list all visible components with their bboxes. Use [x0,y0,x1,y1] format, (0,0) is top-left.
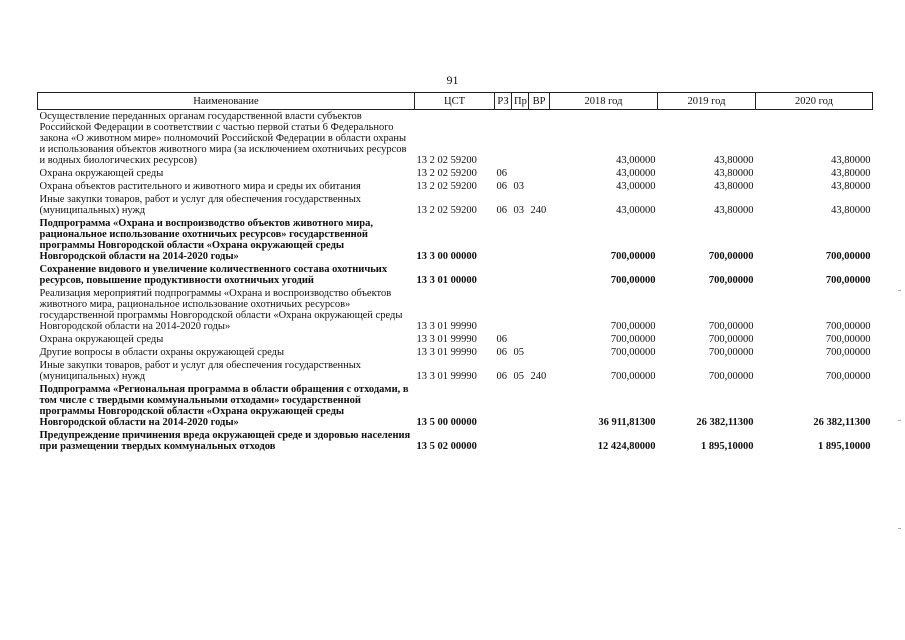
table-row [38,383,873,429]
row-vr [529,383,550,429]
row-2019: 700,00000 [708,275,754,286]
row-rz: 06 [496,181,507,192]
row-name: Подпрограмма «Охрана и воспроизводство объектов животного мира, рациональное использование охотничьих ресурсов» государственной программы Новгородской области «Охрана окружающей среды Новгородской области на 2014-2020 годы» [39,218,373,262]
row-rz: 06 [496,347,507,358]
table-row [38,180,873,193]
header-name: Наименование [38,93,415,110]
row-pr: 03 [513,205,524,216]
table-row [38,110,873,168]
row-2018: 43,00000 [616,181,656,192]
scan-mark [898,290,901,291]
row-vr [529,346,550,359]
row-2020: 700,00000 [825,334,871,345]
row-2020: 43,80000 [831,155,871,166]
header-vr: ВР [529,93,550,110]
table-row [38,193,873,217]
row-2020: 43,80000 [831,168,871,179]
row-cst: 13 5 02 00000 [416,441,477,452]
row-vr: 240 [530,205,547,216]
row-2019: 43,80000 [714,181,754,192]
row-2018: 36 911,81300 [598,417,656,428]
row-2019: 43,80000 [714,205,754,216]
row-2018: 700,00000 [610,347,656,358]
row-rz [495,110,512,168]
header-2018: 2018 год [550,93,658,110]
row-2018: 43,00000 [616,205,656,216]
row-2019: 700,00000 [708,251,754,262]
row-name: Охрана окружающей среды [39,168,164,179]
row-name: Реализация мероприятий подпрограммы «Охрана и воспроизводство объектов животного мира, рациональное использование охотничьих ресурсов» государственной программы Новгородской области «Охрана окружающей среды Новгородской области на 2014-2020 годы» [39,288,403,332]
row-rz [495,383,512,429]
scan-mark [898,528,901,529]
row-2018: 700,00000 [610,251,656,262]
row-pr [512,217,529,263]
row-pr [512,167,529,180]
table-header-row [38,93,873,110]
row-cst: 13 2 02 59200 [416,205,477,216]
row-name: Иные закупки товаров, работ и услуг для обеспечения государственных (муниципальных) нужд [39,360,362,382]
row-cst: 13 2 02 59200 [416,181,477,192]
row-pr [512,287,529,333]
row-2018: 43,00000 [616,155,656,166]
row-pr: 05 [513,371,524,382]
row-2020: 700,00000 [825,321,871,332]
row-2018: 700,00000 [610,321,656,332]
row-pr [512,429,529,453]
row-2020: 700,00000 [825,347,871,358]
row-rz [495,217,512,263]
row-vr [529,110,550,168]
row-cst: 13 3 01 99990 [416,371,477,382]
row-2020: 700,00000 [825,275,871,286]
row-2018: 700,00000 [610,334,656,345]
row-vr [529,263,550,287]
table-row [38,429,873,453]
row-name: Подпрограмма «Региональная программа в области обращения с отходами, в том числе с твердыми коммунальными отходами» государственной программы Новгородской области «Охрана окружающей среды Новгородской области на 2014-2020 годы» [39,384,409,428]
row-cst: 13 3 01 99990 [416,347,477,358]
row-vr [529,287,550,333]
row-2020: 700,00000 [825,251,871,262]
table-row [38,333,873,346]
row-cst: 13 2 02 59200 [416,168,477,179]
row-name: Охрана окружающей среды [39,334,164,345]
row-pr [512,263,529,287]
header-cst: ЦСТ [415,93,495,110]
row-rz: 06 [496,334,507,345]
row-pr: 05 [513,347,524,358]
row-vr [529,333,550,346]
row-2019: 700,00000 [708,321,754,332]
row-2018: 43,00000 [616,168,656,179]
row-pr [512,383,529,429]
row-2019: 700,00000 [708,334,754,345]
row-rz [495,287,512,333]
row-2019: 26 382,11300 [696,417,754,428]
row-vr: 240 [530,371,547,382]
row-2019: 43,80000 [714,155,754,166]
row-name: Другие вопросы в области охраны окружающей среды [39,347,284,358]
row-vr [529,167,550,180]
row-2019: 700,00000 [708,371,754,382]
row-rz: 06 [496,168,507,179]
row-cst: 13 5 00 00000 [416,417,477,428]
row-vr [529,180,550,193]
header-2019: 2019 год [658,93,756,110]
row-rz [495,429,512,453]
page-number: 91 [446,73,459,87]
row-pr: 03 [513,181,524,192]
row-2019: 700,00000 [708,347,754,358]
row-2018: 700,00000 [610,275,656,286]
table-row [38,359,873,383]
row-2020: 700,00000 [825,371,871,382]
row-2018: 700,00000 [610,371,656,382]
row-2019: 43,80000 [714,168,754,179]
row-pr [512,110,529,168]
row-2018: 12 424,80000 [597,441,656,452]
row-pr [512,333,529,346]
budget-table [37,92,873,453]
row-name: Сохранение видового и увеличение количественного состава охотничьих ресурсов, повышение продуктивности охотничьих угодий [39,264,388,286]
header-2020: 2020 год [756,93,873,110]
row-cst: 13 3 01 99990 [416,334,477,345]
row-name: Предупреждение причинения вреда окружающей среде и здоровью населения при размещении твердых коммунальных отходов [39,430,411,452]
table-row [38,167,873,180]
row-name: Иные закупки товаров, работ и услуг для обеспечения государственных (муниципальных) нужд [39,194,362,216]
header-rz: РЗ [495,93,512,110]
row-vr [529,429,550,453]
table-row [38,263,873,287]
row-2020: 43,80000 [831,205,871,216]
row-2020: 26 382,11300 [813,417,871,428]
table-row [38,217,873,263]
table-row [38,287,873,333]
row-name: Охрана объектов растительного и животного мира и среды их обитания [39,181,361,192]
row-2019: 1 895,10000 [701,441,754,452]
row-cst: 13 3 01 00000 [416,275,477,286]
row-cst: 13 2 02 59200 [416,155,477,166]
scan-mark [898,420,901,421]
header-pr: Пр [512,93,529,110]
row-cst: 13 3 00 00000 [416,251,477,262]
table-row [38,346,873,359]
row-2020: 43,80000 [831,181,871,192]
row-2020: 1 895,10000 [818,441,871,452]
row-cst: 13 3 01 99990 [416,321,477,332]
row-rz: 06 [496,205,507,216]
row-vr [529,217,550,263]
row-rz [495,263,512,287]
row-name: Осуществление переданных органам государственной власти субъектов Российской Федерации в соответствии с частью первой статьи 6 Федерального закона «О животном мире» полномочий Российской Федерации в области охраны и использования объектов животного мира (за исключением охотничьих ресурсов и водных биологических ресурсов) [39,111,407,166]
row-rz: 06 [496,371,507,382]
